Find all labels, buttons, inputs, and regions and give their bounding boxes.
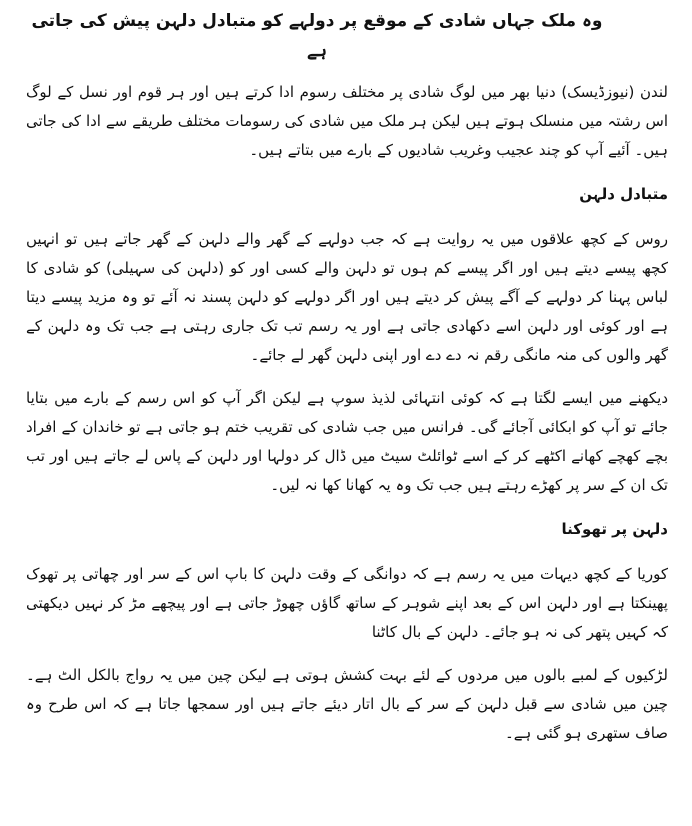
article xyxy=(26,6,668,748)
russia-paragraph: روس کے کچھ علاقوں میں یہ روایت ہے کہ جب دولہے کے گھر والے دلہن کے گھر جاتے ہیں تو انہیں کچھ پیسے دیتے ہیں اور اگر پیسے کم ہوں تو دلہن والے کسی اور کو (دلہن کی سہیلی) کو شادی کا لباس پہنا کر دولہے کے آگے پیش کر دیتے ہیں اور اگر دولہے کو دلہن پسند نہ آئے تو وہ مزید پیسے دیتا ہے اور کوئی اور دلہن اسے دکھادی جاتی ہے اور یہ رسم تب تک جاری رہتی ہے جب تک وہ دلہن کے گھر والوں کی منہ مانگی رقم نہ دے دے اور اپنی دلہن گھر لے جائے۔ xyxy=(26,230,668,364)
section-heading-spitting-on-bride: دلہن پر تھوکنا xyxy=(561,520,668,538)
section-heading-substitute-bride: متبادل دلہن xyxy=(579,185,668,203)
china-paragraph: لڑکیوں کے لمبے بالوں میں مردوں کے لئے بہت کشش ہوتی ہے لیکن چین میں یہ رواج بالکل الٹ ہے۔ چین میں شادی سے قبل دلہن کے سر کے بال اتار دیئے جاتے ہیں اور سمجھا جاتا ہے کہ اس طرح وہ صاف ستھری ہو گئی ہے۔ xyxy=(26,666,668,742)
intro-paragraph: لندن (نیوزڈیسک) دنیا بھر میں لوگ شادی پر مختلف رسوم ادا کرتے ہیں اور ہر قوم اور نسل کے لوگ اس رشتہ میں منسلک ہوتے ہیں لیکن ہر ملک میں شادی کی رسومات مختلف طریقے سے ادا کی جاتی ہیں۔ آئیے آپ کو چند عجیب وغریب شادیوں کے بارے میں بتاتے ہیں۔ xyxy=(26,83,668,159)
france-paragraph: دیکھنے میں ایسے لگتا ہے کہ کوئی انتہائی لذیذ سوپ ہے لیکن اگر آپ کو اس رسم کے بارے میں بتایا جائے تو آپ کو ابکائی آجائے گی۔ فرانس میں جب شادی کی تقریب ختم ہو جاتی ہے تو خاندان کے افراد بچے کھچے کھانے اکٹھے کر کے اسے ٹوائلٹ سیٹ میں ڈال کر دولہا اور دلہن کے پاس لے جاتے ہیں اور تب تک ان کے سر پر کھڑے رہتے ہیں جب تک وہ یہ کھانا کھا نہ لیں۔ xyxy=(26,389,668,494)
article-title: وہ ملک جہاں شادی کے موقع پر دولہے کو متبادل دلہن پیش کی جاتی ہے xyxy=(31,11,603,61)
korea-paragraph: کوریا کے کچھ دیہات میں یہ رسم ہے کہ دوانگی کے وقت دلہن کا باپ اس کے سر اور چھاتی پر تھوک پھینکتا ہے اور دلہن اس کے بعد اپنے شوہر کے ساتھ گاؤں چھوڑ جاتی ہے اور پیچھے مڑ کر نہیں دیکھتی کہ کہیں پتھر کی نہ ہو جائے۔ دلہن کے بال کاٹنا xyxy=(26,565,668,641)
